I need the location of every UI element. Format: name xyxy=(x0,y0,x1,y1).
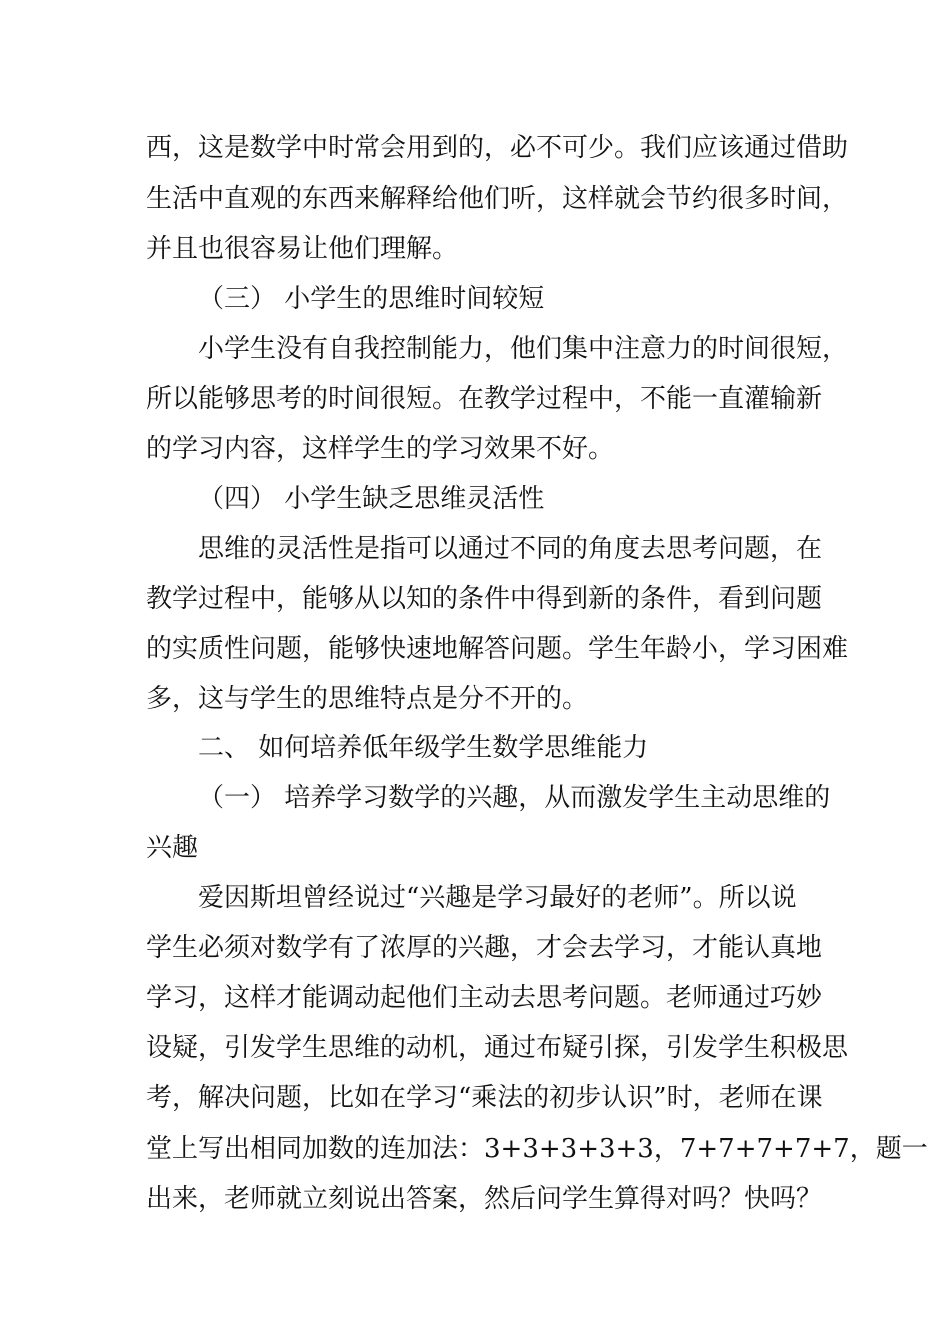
paragraph-line: 学习，这样才能调动起他们主动去思考问题。老师通过巧妙 xyxy=(146,983,823,1013)
paragraph-line: 教学过程中，能够从以知的条件中得到新的条件，看到问题 xyxy=(146,584,823,614)
subheading-4: （四） 小学生缺乏思维灵活性 xyxy=(198,484,545,514)
paragraph-line: 设疑，引发学生思维的动机，通过布疑引探，引发学生积极思 xyxy=(146,1033,849,1063)
paragraph-line: 所以能够思考的时间很短。在教学过程中，不能一直灌输新 xyxy=(146,384,823,414)
subheading-1-continued: 兴趣 xyxy=(146,833,199,863)
paragraph-line: 出来，老师就立刻说出答案，然后问学生算得对吗？快吗？ xyxy=(146,1184,823,1214)
paragraph-line: 小学生没有自我控制能力，他们集中注意力的时间很短， xyxy=(198,334,849,364)
paragraph-line: 考，解决问题，比如在学习“乘法的初步认识”时，老师在课 xyxy=(146,1083,823,1113)
subheading-3: （三） 小学生的思维时间较短 xyxy=(198,284,545,314)
paragraph-line: 学生必须对数学有了浓厚的兴趣，才会去学习，才能认真地 xyxy=(146,933,823,963)
paragraph-line: 生活中直观的东西来解释给他们听，这样就会节约很多时间， xyxy=(146,184,849,214)
paragraph-line: 的实质性问题，能够快速地解答问题。学生年龄小，学习困难 xyxy=(146,634,849,664)
paragraph-line: 思维的灵活性是指可以通过不同的角度去思考问题，在 xyxy=(198,534,823,564)
paragraph-line: 西，这是数学中时常会用到的，必不可少。我们应该通过借助 xyxy=(146,133,849,163)
paragraph-line: 爱因斯坦曾经说过“兴趣是学习最好的老师”。所以说 xyxy=(198,883,797,913)
paragraph-line: 并且也很容易让他们理解。 xyxy=(146,234,459,264)
paragraph-line: 堂上写出相同加数的连加法：3+3+3+3+3，7+7+7+7+7，题一 xyxy=(146,1134,928,1164)
paragraph-line: 的学习内容，这样学生的学习效果不好。 xyxy=(146,434,615,464)
paragraph-line: 多，这与学生的思维特点是分不开的。 xyxy=(146,684,589,714)
subheading-1: （一） 培养学习数学的兴趣，从而激发学生主动思维的 xyxy=(198,783,831,813)
section-heading-2: 二、 如何培养低年级学生数学思维能力 xyxy=(198,733,649,763)
